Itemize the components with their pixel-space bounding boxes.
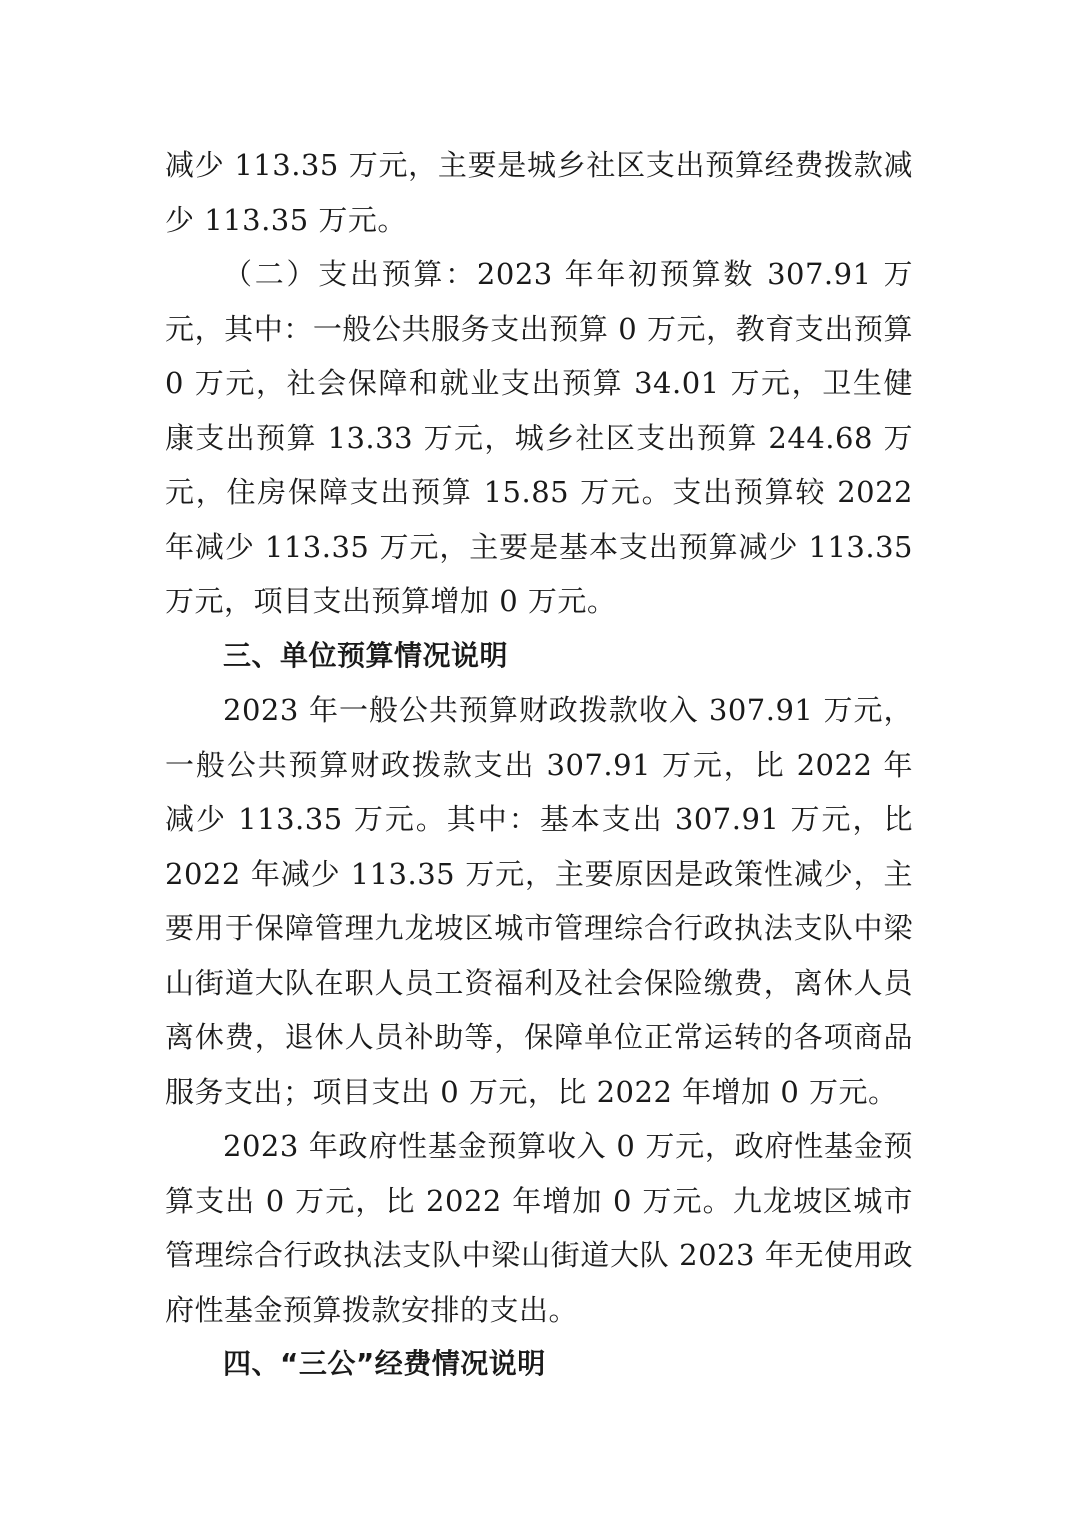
paragraph-general-public-budget: 2023 年一般公共预算财政拨款收入 307.91 万元，一般公共预算财政拨款支出 307.91 万元，比 2022 年减少 113.35 万元。其中：基本支出 307.91 万元，比 2022 年减少 113.35 万元，主要原因是政策性减少，主要用于保障管理九龙坡区城市管理综合行政执法支队中梁山街道大队在职人员工资福利及社会保险缴费，离休人员离休费，退休人员补助等，保障单位正常运转的各项商品服务支出；项目支出 0 万元，比 2022 年增加 0 万元。 <box>165 693 913 1109</box>
section-heading-three-public-expenses: 四、“三公”经费情况说明 <box>223 1347 546 1380</box>
paragraph-government-fund-budget: 2023 年政府性基金预算收入 0 万元，政府性基金预算支出 0 万元，比 2022 年增加 0 万元。九龙坡区城市管理综合行政执法支队中梁山街道大队 2023 年无使用政府性基金预算拨款安排的支出。 <box>165 1129 913 1327</box>
document-body <box>165 138 913 1392</box>
paragraph-expense-reduction-tail: 减少 113.35 万元，主要是城乡社区支出预算经费拨款减少 113.35 万元。 <box>165 148 913 237</box>
section-heading-unit-budget: 三、单位预算情况说明 <box>223 638 509 672</box>
paragraph-expenditure-budget: （二）支出预算：2023 年年初预算数 307.91 万元，其中：一般公共服务支出预算 0 万元，教育支出预算 0 万元，社会保障和就业支出预算 34.01 万元，卫生健康支出预算 13.33 万元，城乡社区支出预算 244.68 万元，住房保障支出预算 15.85 万元。支出预算较 2022 年减少 113.35 万元，主要是基本支出预算减少 113.35 万元，项目支出预算增加 0 万元。 <box>165 257 913 618</box>
